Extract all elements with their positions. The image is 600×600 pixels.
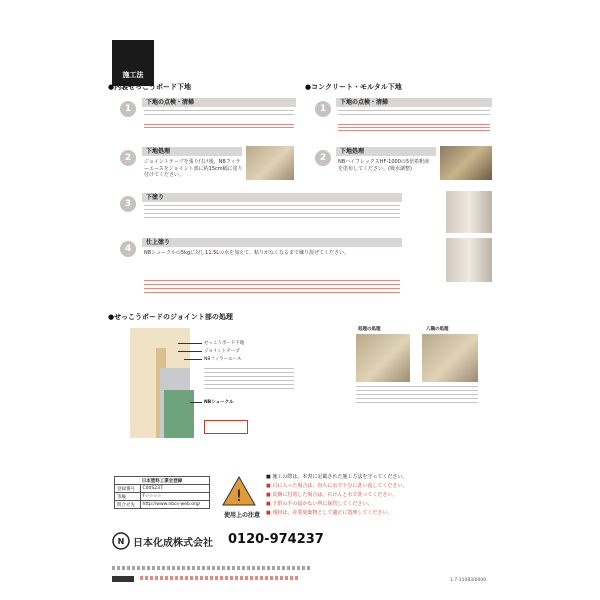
diagram-label-1: せっこうボード下地 — [204, 341, 245, 346]
warning-item: ■ 施工の際は、本書に記載された施工方法を守ってください。 — [266, 474, 408, 480]
company-logo — [112, 532, 213, 550]
svg-text:!: ! — [235, 486, 243, 505]
step-2-photo — [246, 146, 294, 180]
warning-item: ■ 皮膚に付着した場合は、石けんと水で洗ってください。 — [266, 492, 398, 498]
photo-label-1: 処理の処理 — [358, 327, 381, 332]
step-3-text-lines — [144, 205, 400, 219]
right-step-2-label: 下地処理 — [336, 147, 436, 156]
label-line-3 — [184, 359, 202, 360]
warning-item: ■ 残材は、産業廃棄物として適正に処理してください。 — [266, 510, 393, 516]
diagram-notes — [204, 368, 294, 390]
right-step-2-text: NBハイフレックスHF-1000の5倍希釈液を塗布してください。(吸水調整) — [338, 159, 430, 172]
cert-value: http://www.nbcs-web.org/ — [140, 501, 210, 509]
photo-label-2: 入隅の処理 — [426, 327, 449, 332]
corner-notes — [356, 386, 478, 404]
right-step-1-text-lines — [338, 110, 490, 118]
diagram-label-2: ジョイントテープ — [204, 349, 240, 354]
diagram-caution-box — [204, 420, 248, 434]
step-1-label: 下地の点検・清掃 — [142, 98, 296, 107]
joint-diagram — [130, 328, 200, 438]
step-3-photo — [446, 191, 492, 233]
cert-key: 登録番号 — [115, 485, 141, 493]
corner-photo-1 — [356, 334, 410, 382]
label-line-2 — [178, 351, 202, 352]
svg-text:N: N — [117, 537, 125, 546]
step-4-number: 4 — [120, 241, 136, 257]
left-section-title: ●内装せっこうボード下地 — [108, 83, 191, 91]
footer-badge — [112, 576, 134, 582]
warning-item: ■ 子供の手の届かない所に保管してください。 — [266, 501, 373, 507]
warning-item: ■ 目に入った場合は、直ちに水で十分に洗い流してください。 — [266, 483, 408, 489]
finish-layer — [164, 390, 194, 438]
step-2-number: 2 — [120, 150, 136, 166]
joint-section-title: ●せっこうボードのジョイント部の処理 — [108, 313, 233, 321]
certificate-table — [114, 476, 210, 509]
step-4-notes — [144, 280, 400, 296]
company-phone: 0120-974237 — [228, 532, 324, 547]
step-3-label: 下塗り — [142, 193, 402, 202]
footer-code: 1.7-11083/0000 — [450, 578, 487, 583]
step-4-label: 仕上塗り — [142, 238, 402, 247]
step-1-number: 1 — [120, 101, 136, 117]
certificate-header: 日本塗料工業会登録 — [115, 477, 210, 485]
right-step-1-label: 下地の点検・清掃 — [336, 98, 492, 107]
cert-key: 等級 — [115, 493, 141, 501]
right-step-1-number: 1 — [315, 101, 331, 117]
step-4-photo — [446, 238, 492, 282]
company-emblem-icon — [112, 532, 130, 550]
step-1-note — [144, 124, 294, 129]
right-step-2-photo — [440, 146, 492, 180]
right-step-2-number: 2 — [315, 150, 331, 166]
cert-value: C00S237 — [140, 485, 210, 493]
cert-value: F☆☆☆☆ — [140, 493, 210, 501]
step-2-text: ジョイントテープを張り付け後、NBフィラーエースをジョイント部に約15cm幅に塗り付けてください。 — [144, 159, 243, 178]
section-tab — [112, 40, 154, 86]
warning-icon — [222, 476, 256, 506]
footer-url-line — [140, 576, 300, 580]
warning-title: 使用上の注意 — [224, 512, 261, 519]
right-step-1-note — [338, 124, 490, 132]
step-4-text: NBシュークルの5kgに対し11.5Lの水を加えて、粘りがなくなるまで練り混ぜてください。 — [144, 250, 349, 256]
document-page — [100, 28, 500, 588]
section-tab-label: 施工法 — [122, 71, 144, 79]
label-line-1 — [178, 343, 202, 344]
step-3-number: 3 — [120, 196, 136, 212]
company-name: 日本化成株式会社 — [133, 537, 213, 549]
step-2-label: 下地処理 — [142, 147, 242, 156]
step-1-text-lines — [144, 110, 294, 118]
footer-line — [112, 566, 312, 570]
diagram-label-3: NBフィラーエース — [204, 357, 242, 362]
diagram-label-4: NBシュークル — [204, 400, 234, 405]
corner-photo-2 — [422, 334, 478, 382]
cert-key: 問合せ先 — [115, 501, 141, 509]
label-line-4 — [190, 402, 202, 403]
right-section-title: ●コンクリート・モルタル下地 — [305, 83, 402, 91]
